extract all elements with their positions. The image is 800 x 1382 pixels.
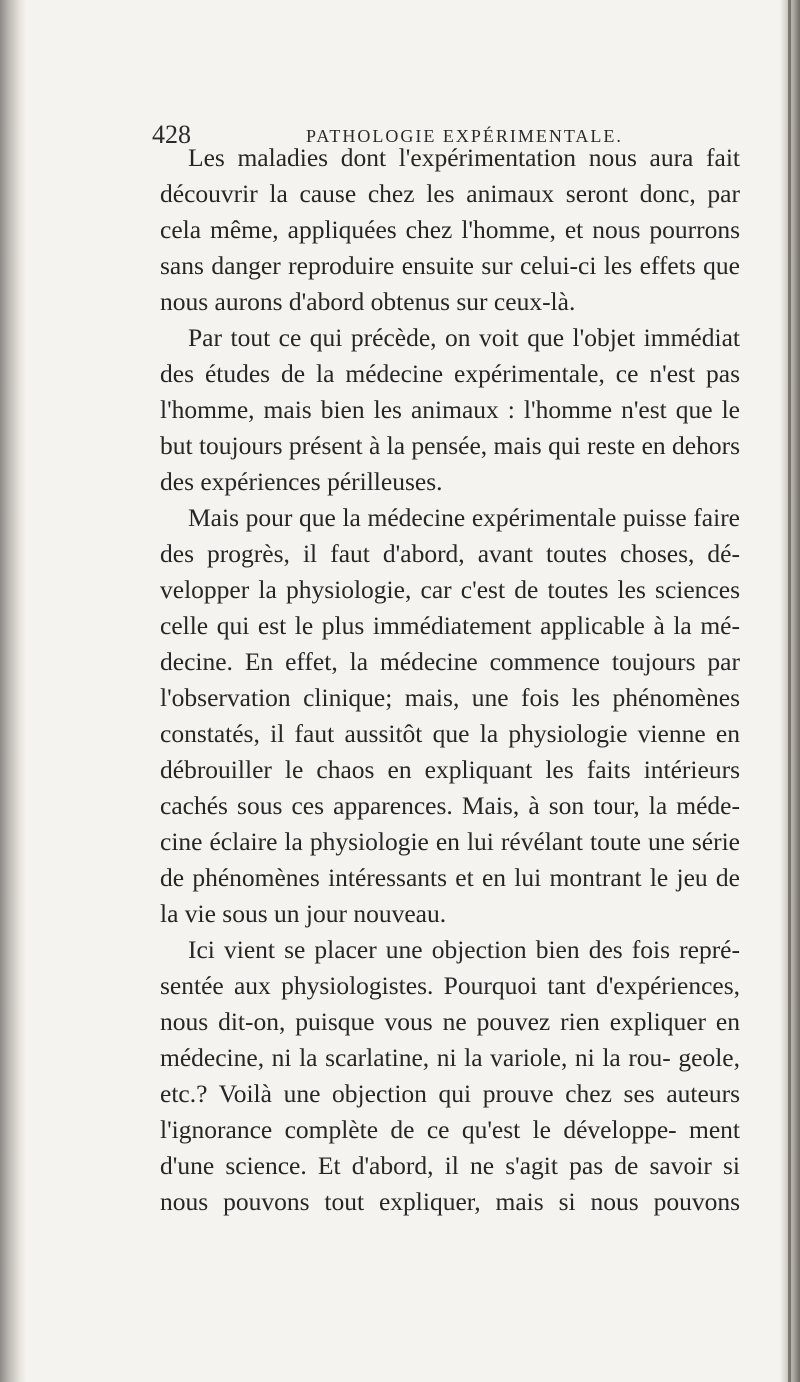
body-text bbox=[160, 140, 740, 1220]
running-title: PATHOLOGIE EXPÉRIMENTALE. bbox=[306, 126, 623, 146]
gutter-edge-line bbox=[788, 0, 791, 1382]
paragraph-4: Ici vient se placer une objection bien des fois repré- sentée aux physiologistes. Pourquoi tant d'expériences, nous dit-on, puisque vous ne pouvez rien expliquer en médecine, ni la scarlatine, ni la variole, ni la rou- geole, etc.? Voilà une objection qui prouve chez ses auteurs l'ignorance complète de ce qu'est le développe- ment d'une science. Et d'abord, il ne s'agit pas de savoir si nous pouvons tout expliquer, mais si nous pouvons bbox=[160, 935, 740, 1216]
paragraph-2: Par tout ce qui précède, on voit que l'objet immédiat des études de la médecine expérimentale, ce n'est pas l'homme, mais bien les animaux : l'homme n'est que le but toujours présent à la pensée, mais qui reste en dehors des expériences périlleuses. bbox=[160, 323, 740, 496]
paragraph-3: Mais pour que la médecine expérimentale puisse faire des progrès, il faut d'abord, avant toutes choses, dé- velopper la physiologie, car c'est de toutes les sciences celle qui est le plus immédiatement applicable à la mé- decine. En effet, la médecine commence toujours par l'observation clinique; mais, une fois les phénomènes constatés, il faut aussitôt que la physiologie vienne en débrouiller le chaos en expliquant les faits intérieurs cachés sous ces apparences. Mais, à son tour, la méde- cine éclaire la physiologie en lui révélant toute une série de phénomènes intéressants et en lui montrant le jeu de la vie sous un jour nouveau. bbox=[160, 503, 740, 928]
paragraph-1: Les maladies dont l'expérimentation nous aura fait découvrir la cause chez les animaux seront donc, par cela même, appliquées chez l'homme, et nous pourrons sans danger reproduire ensuite sur celui-ci les effets que nous aurons d'abord obtenus sur ceux-là. bbox=[160, 143, 740, 316]
page-number: 428 bbox=[152, 120, 191, 149]
scan-shadow-left bbox=[0, 0, 26, 1382]
